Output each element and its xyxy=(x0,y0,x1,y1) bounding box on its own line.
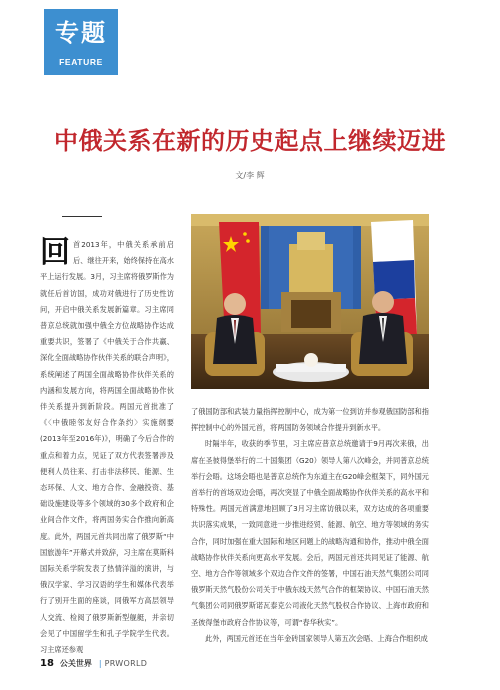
section-badge xyxy=(44,9,118,75)
footer-separator: | xyxy=(98,658,102,668)
body-paragraph: 时隔半年，收获的季节里，习主席应普京总统邀请于9月再次来俄，出席在圣彼得堡举行的二十国集团（G20）领导人第八次峰会，并同普京总统举行会晤。这场会晤也是普京总统作为东道主在G20峰会框架下，同外国元首举行的首场双边会晤，再次突显了中俄全面战略协作伙伴关系的高水平和特殊性。两国元首满意地回顾了3月习主席访俄以来，双方达成的各项重要共识落实成果，一致同意进一步推进经贸、能源、航空、地方等领域的务实合作，同时加强在重大国际和地区问题上的战略沟通和协作，推动中俄全面战略协作伙伴关系向更高水平发展。会后，两国元首还共同见证了能源、航空、地方合作等领域多个双边合作文件的签署，中国石油天然气集团公司同俄罗斯天然气股份公司关于中俄东线天然气合作的框架协议、中国石油天然气集团公司同俄罗斯诺瓦泰克公司液化天然气股权合作协议、上海市政府和圣彼得堡市政府合作协议等，可谓“春华秋实”。 xyxy=(191,439,429,627)
section-badge-title: 专题 xyxy=(55,19,107,47)
article-title: 中俄关系在新的历史起点上继续迈进 xyxy=(54,126,446,155)
page-number: 18 xyxy=(40,657,54,669)
magazine-name: 公关世界 xyxy=(59,658,92,668)
drop-cap: 回 xyxy=(40,235,70,270)
column-divider-rule xyxy=(62,216,102,217)
article-body-left-column xyxy=(40,237,174,658)
page-footer xyxy=(40,656,147,670)
body-paragraph: 此外，两国元首还在当年金砖国家领导人第五次会晤、上海合作组织成 xyxy=(205,633,428,643)
article-body-right-column xyxy=(191,404,429,647)
section-badge-subtitle: FEATURE xyxy=(59,57,103,67)
magazine-english-name: PRWORLD xyxy=(104,658,148,668)
body-paragraph: 了俄国防部和武装力量指挥控制中心，成为第一位到访并参观俄国防部和指挥控制中心的外国元首，将两国防务领域合作提升到新水平。 xyxy=(191,407,429,433)
meeting-photo-illustration xyxy=(191,214,429,389)
meeting-photo xyxy=(191,214,429,389)
left-column-text: 首2013年，中俄关系承前启后、继往开来，始终保持在高水平上运行发展。3月，习主席将俄罗斯作为就任后首访国，成功对俄进行了历史性访问，开启中俄关系发展新篇章。习主席同普京总统就加强中俄全方位战略协作达成重要共识，签署了《中俄关于合作共赢、深化全面战略协作伙伴关系的联合声明》，系统阐述了两国全面战略协作伙伴关系的内涵和发展方向，将两国全面战略协作伙伴关系提升到新阶段。两国元首批准了《〈中俄睦邻友好合作条约〉实施纲要(2013年至2016年)》，明确了今后合作的重点和着力点，见证了双方代表签署涉及便利人员往来、打击非法移民、能源、生态环保、人文、地方合作、金融投资、基础设施建设等多个领域的30多个政府和企业间合作文件，将两国务实合作推向新高度。此外，两国元首共同出席了俄罗斯“中国旅游年”开幕式并致辞，习主席在莫斯科国际关系学院发表了热情洋溢的演讲，与俄汉学家、学习汉语的学生和媒体代表举行了别开生面的座谈，同俄军方高层领导人交流、检阅了俄罗斯新型舰艇，并亲切会见了中国留学生和孔子学院学生代表。习主席还参观 xyxy=(40,240,174,655)
article-author: 文/李 辉 xyxy=(235,171,265,180)
